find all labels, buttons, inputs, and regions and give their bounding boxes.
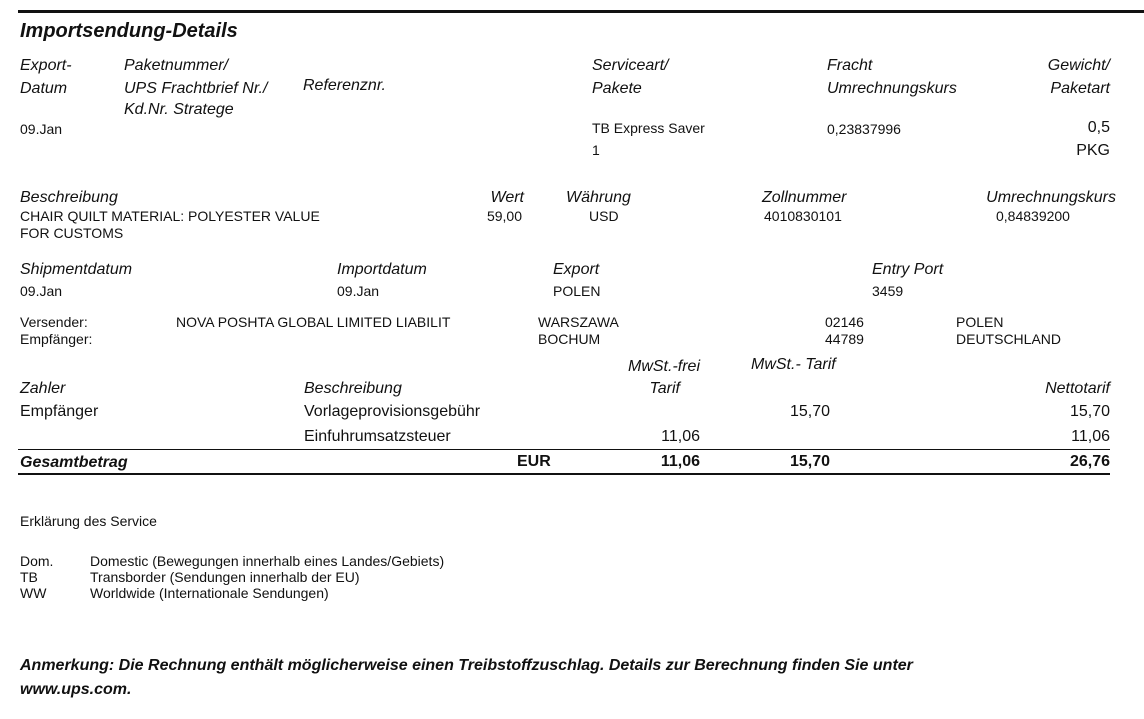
empfaenger-country: DEUTSCHLAND	[956, 331, 1062, 347]
dates-import-label: Importdatum	[337, 261, 427, 278]
charge-frei: 11,06	[661, 428, 700, 445]
total-tarif: 15,70	[789, 453, 830, 470]
total-currency: EUR	[517, 453, 551, 470]
customs-kurs: 0,84839200	[996, 208, 1070, 224]
dates-entryport-label: Entry Port	[872, 261, 944, 278]
top-rule	[18, 10, 1144, 13]
header-serviceart: Serviceart/ Pakete	[592, 57, 669, 97]
customs-beschreibung-label: Beschreibung	[20, 189, 118, 206]
charges-netto-label: Nettotarif	[1045, 380, 1110, 397]
header-gewicht: Gewicht/ Paketart	[1047, 57, 1110, 97]
total-bottom-rule	[18, 473, 1110, 475]
dates-entryport: 3459	[872, 283, 904, 299]
legend-text: Worldwide (Internationale Sendungen)	[90, 585, 329, 601]
legend-text: Domestic (Bewegungen innerhalb eines Landes/Gebiets)	[90, 553, 445, 569]
total-top-rule	[18, 449, 1110, 450]
charge-tarif: 15,70	[789, 403, 830, 420]
header-paketnummer: Paketnummer/ UPS Frachtbrief Nr./ Kd.Nr. Stratege	[124, 57, 268, 118]
versender-name: NOVA POSHTA GLOBAL LIMITED LIABILIT	[176, 314, 451, 330]
section-title: Importsendung-Details	[20, 20, 238, 42]
shipment-paketart: PKG	[1076, 142, 1110, 159]
legend-code: Dom.	[20, 553, 54, 569]
customs-kurs-label: Umrechnungskurs	[986, 189, 1116, 206]
dates-shipment: 09.Jan	[20, 283, 63, 299]
charges-zahler-label: Zahler	[20, 380, 66, 397]
charge-beschreibung: Einfuhrumsatzsteuer	[304, 428, 451, 445]
charge-beschreibung: Vorlageprovisionsgebühr	[304, 403, 481, 420]
charge-netto: 11,06	[1071, 428, 1110, 445]
charge-zahler: Empfänger	[20, 403, 99, 420]
empfaenger-zip: 44789	[825, 331, 864, 347]
customs-waehrung: USD	[589, 208, 619, 224]
legend-code: WW	[20, 585, 47, 601]
total-label: Gesamtbetrag	[20, 454, 128, 471]
shipment-gewicht: 0,5	[1087, 119, 1110, 136]
versender-zip: 02146	[825, 314, 864, 330]
dates-export: POLEN	[553, 283, 601, 299]
fuel-surcharge-note: Anmerkung: Die Rechnung enthält möglicherweise einen Treibstoffzuschlag. Details zur Berechnung finden Sie unter www.ups.com.	[20, 657, 913, 698]
shipment-kurs: 0,23837996	[827, 121, 901, 137]
dates-shipment-label: Shipmentdatum	[20, 261, 133, 278]
charge-netto: 15,70	[1069, 403, 1110, 420]
customs-beschreibung: CHAIR QUILT MATERIAL: POLYESTER VALUE FOR CUSTOMS	[20, 208, 320, 241]
charges-mwst-tarif-label: MwSt.- Tarif	[751, 356, 836, 373]
shipment-pakete: 1	[592, 142, 600, 158]
dates-export-label: Export	[553, 261, 600, 278]
charges-beschreibung-label: Beschreibung	[304, 380, 402, 397]
legend-code: TB	[20, 569, 38, 585]
header-fracht: Fracht Umrechnungskurs	[827, 57, 957, 97]
dates-import: 09.Jan	[337, 283, 380, 299]
empfaenger-city: BOCHUM	[538, 331, 601, 347]
shipment-datum: 09.Jan	[20, 121, 63, 137]
legend-item	[20, 553, 444, 601]
total-frei: 11,06	[660, 453, 700, 470]
legend-text: Transborder (Sendungen innerhalb der EU)	[90, 569, 360, 585]
service-legend-title: Erklärung des Service	[20, 513, 157, 529]
shipment-service: TB Express Saver	[592, 120, 705, 136]
versender-country: POLEN	[956, 314, 1004, 330]
versender-city: WARSZAWA	[538, 314, 619, 330]
customs-waehrung-label: Währung	[566, 189, 631, 206]
versender-label: Versender:	[20, 314, 88, 330]
charges-mwst-frei-label: MwSt.-frei Tarif	[628, 358, 700, 397]
header-export-datum: Export- Datum	[20, 57, 72, 97]
customs-zollnummer: 4010830101	[764, 208, 842, 224]
customs-zollnummer-label: Zollnummer	[762, 189, 847, 206]
header-referenznr: Referenznr.	[303, 77, 386, 94]
total-netto: 26,76	[1069, 453, 1110, 470]
customs-wert: 59,00	[486, 208, 522, 224]
empfaenger-label: Empfänger:	[20, 331, 93, 347]
customs-wert-label: Wert	[490, 189, 524, 206]
